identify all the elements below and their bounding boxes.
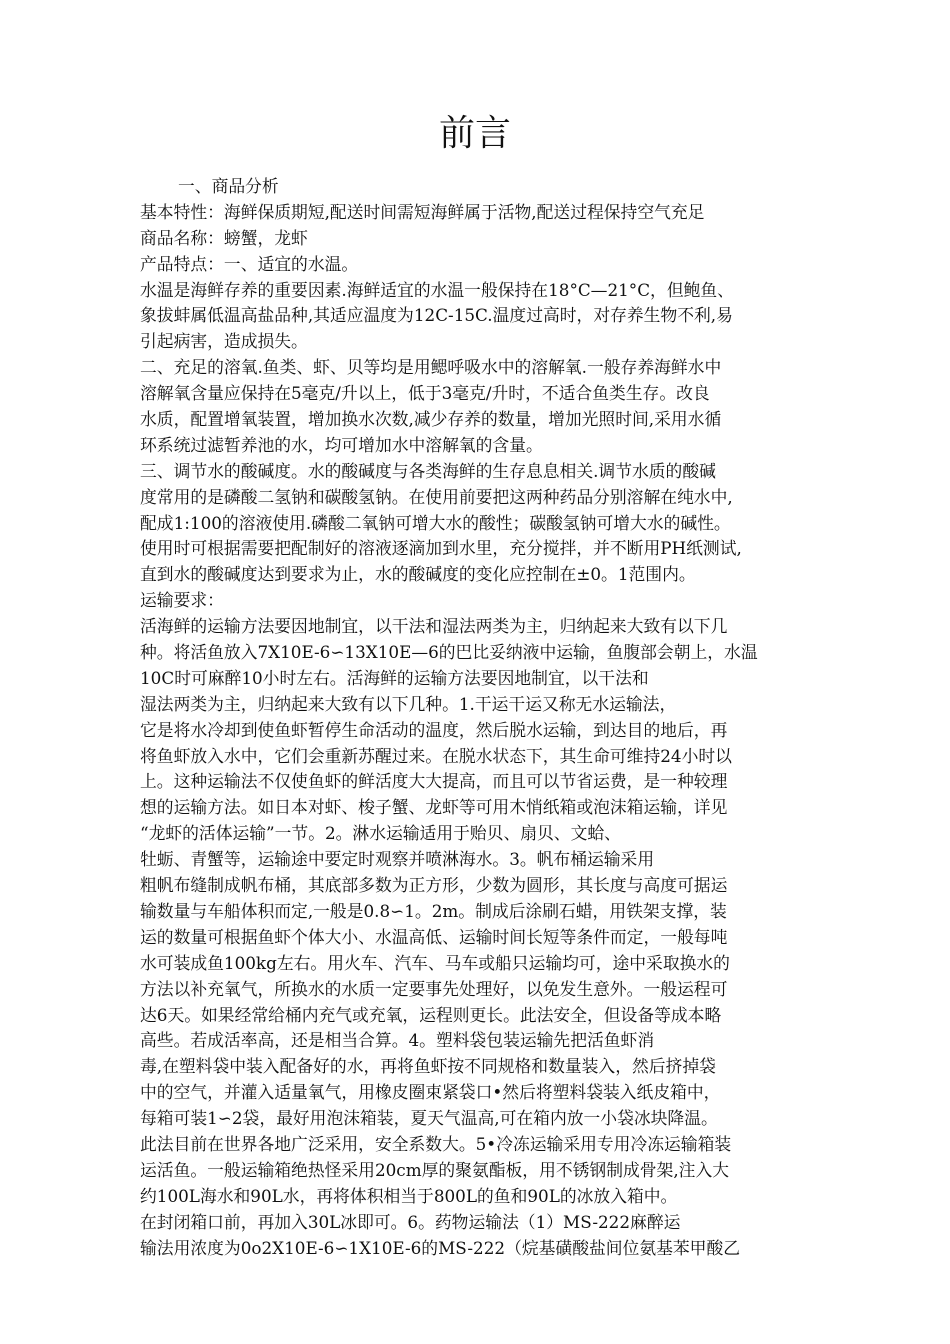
text-line: 使用时可根据需要把配制好的溶液逐滴加到水里，充分搅拌，并不断用PH纸测试, xyxy=(140,538,742,559)
text-line: 商品名称：螃蟹，龙虾 xyxy=(140,227,308,248)
text-line: 水质，配置增氧装置，增加换水次数,减少存养的数量，增加光照时间,采用水循 xyxy=(140,409,722,430)
text-line: 粗帆布缝制成帆布桶，其底部多数为正方形，少数为圆形，其长度与高度可据运 xyxy=(140,875,728,896)
text-line: 种。将活鱼放入7X10E-6∽13X10E—6的巴比妥纳液中运输，鱼腹部会朝上，水温 xyxy=(140,642,758,663)
text-line: 产品特点：一、适宜的水温。 xyxy=(140,253,359,274)
text-line: 活海鲜的运输方法要因地制宜，以干法和湿法两类为主，归纳起来大致有以下几 xyxy=(140,616,728,637)
text-line: “龙虾的活体运输”一节。2。淋水运输适用于贻贝、扇贝、文蛤、 xyxy=(140,823,621,844)
text-line: 每箱可装1∽2袋，最好用泡沫箱装，夏天气温高,可在箱内放一小袋冰块降温。 xyxy=(140,1108,718,1129)
document-body xyxy=(140,174,820,1261)
text-line: 运输要求： xyxy=(140,590,224,611)
text-line: 它是将水冷却到使鱼虾暂停生命活动的温度，然后脱水运输，到达目的地后，再 xyxy=(140,719,728,740)
text-line: 毒,在塑料袋中装入配备好的水，再将鱼虾按不同规格和数量装入，然后挤掉袋 xyxy=(140,1056,716,1077)
text-line: 水可装成鱼100kg左右。用火车、汽车、马车或船只运输均可，途中采取换水的 xyxy=(140,952,730,973)
text-line: 湿法两类为主，归纳起来大致有以下几种。1.干运干运又称无水运输法， xyxy=(140,693,677,714)
text-line: 配成1:100的溶液使用.磷酸二氧钠可增大水的酸性；碳酸氢钠可增大水的碱性。 xyxy=(140,512,731,533)
text-line: 10C时可麻醉10小时左右。活海鲜的运输方法要因地制宜，以干法和 xyxy=(140,667,649,688)
text-line: 运活鱼。一般运输箱绝热怪采用20cm厚的聚氨酯板，用不锈钢制成骨架,注入大 xyxy=(140,1159,730,1180)
text-line: 达6天。如果经常给桶内充气或充氧，运程则更长。此法安全，但设备等成本略 xyxy=(140,1004,722,1025)
text-line: 高些。若成活率高，还是相当合算。4。塑料袋包装运输先把活鱼虾消 xyxy=(140,1030,655,1051)
text-line: 约100L海水和90L水，再将体积相当于800L的鱼和90L的冰放入箱中。 xyxy=(140,1185,678,1206)
text-line: 一、商品分析 xyxy=(178,176,279,196)
text-line: 在封闭箱口前，再加入30L冰即可。6。药物运输法（1）MS-222麻醉运 xyxy=(140,1211,681,1232)
text-line: 输数量与车船体积而定,一般是0.8∽1。2m。制成后涂刷石蜡，用铁架支撑，装 xyxy=(140,900,727,921)
text-line: 直到水的酸碱度达到要求为止，水的酸碱度的变化应控制在±0。1范围内。 xyxy=(140,564,696,585)
text-line: 将鱼虾放入水中，它们会重新苏醒过来。在脱水状态下，其生命可维持24小时以 xyxy=(140,745,732,766)
text-line: 想的运输方法。如日本对虾、梭子蟹、龙虾等可用木悄纸箱或泡沫箱运输，详见 xyxy=(140,797,728,818)
text-line: 象拔蚌属低温高盐品种,其适应温度为12C-15C.温度过高时，对存养生物不利,易 xyxy=(140,305,733,326)
text-line: 环系统过滤暂养池的水，均可增加水中溶解氧的含量。 xyxy=(140,434,543,455)
text-line: 上。这种运输法不仅使鱼虾的鲜活度大大提高，而且可以节省运费，是一种较理 xyxy=(140,771,728,792)
text-line: 中的空气，并灌入适量氧气，用橡皮圈束紧袋口•然后将塑料袋装入纸皮箱中， xyxy=(140,1082,721,1103)
text-line: 牡蛎、青蟹等，运输途中要定时观察并喷淋海水。3。帆布桶运输采用 xyxy=(140,849,655,870)
text-line: 基本特性：海鲜保质期短,配送时间需短海鲜属于活物,配送过程保持空气充足 xyxy=(140,201,705,222)
text-line: 溶解氧含量应保持在5毫克/升以上，低于3毫克/升时，不适合鱼类生存。改良 xyxy=(140,383,710,404)
text-line: 二、充足的溶氧.鱼类、虾、贝等均是用鳃呼吸水中的溶解氧.一般存养海鲜水中 xyxy=(140,357,722,378)
text-line: 此法目前在世界各地广泛采用，安全系数大。5•冷冻运输采用专用冷冻运输箱装 xyxy=(140,1133,732,1154)
text-line: 输法用浓度为0o2X10E-6∽1X10E-6的MS-222（烷基磺酸盐间位氨基苯甲酸乙 xyxy=(140,1237,741,1258)
text-line: 度常用的是磷酸二氢钠和碳酸氢钠。在使用前要把这两种药品分别溶解在纯水中, xyxy=(140,486,733,507)
text-line: 三、调节水的酸碱度。水的酸碱度与各类海鲜的生存息息相关.调节水质的酸碱 xyxy=(140,460,716,481)
text-line: 运的数量可根据鱼虾个体大小、水温高低、运输时间长短等条件而定，一般每吨 xyxy=(140,926,728,947)
text-line: 方法以补充氧气，所换水的水质一定要事先处理好，以免发生意外。一般运程可 xyxy=(140,978,728,999)
page-title: 前言 xyxy=(438,113,511,154)
text-line: 引起病害，造成损失。 xyxy=(140,331,308,352)
text-line: 水温是海鲜存养的重要因素.海鲜适宜的水温一般保持在18°C—21°C，但鲍鱼、 xyxy=(140,279,734,300)
